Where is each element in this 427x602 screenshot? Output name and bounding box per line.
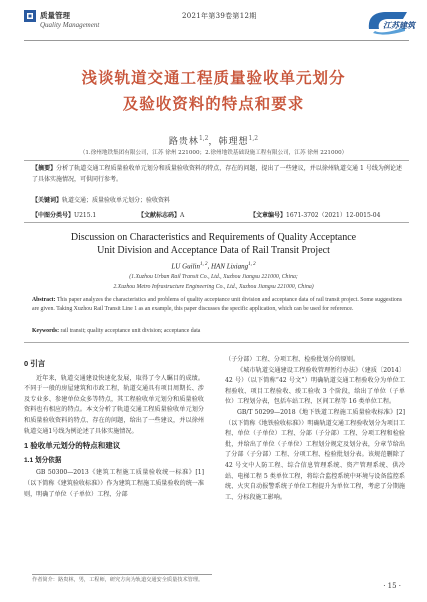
article-number-label: 【文章编号】 xyxy=(250,212,287,219)
en-affiliation-1: (1.Xuzhou Urban Rail Transit Co., Ltd., Xuzhou Jiangsu 221000, China; xyxy=(129,274,298,280)
affiliation: （1.徐州地铁集团有限公司，江苏 徐州 221000；2.徐州地铁基础设施工程有限公司，江苏 徐州 221000） xyxy=(79,150,348,156)
paper-title-line1: 浅谈轨道交通工程质量验收单元划分 xyxy=(81,70,346,87)
divider xyxy=(24,160,409,161)
article-number xyxy=(250,210,380,219)
abstract-cn xyxy=(32,164,402,185)
journal-mark-icon xyxy=(24,10,36,22)
en-title-line1: Discussion on Characteristics and Requirements of Quality Acceptance xyxy=(70,232,357,243)
section-1-1-heading: 1.1 划分依据 xyxy=(24,456,62,464)
abstract-cn-label: 【摘要】 xyxy=(32,165,57,172)
abstract-cn-text: 分析了轨道交通工程质量验收单元划分和质量验收资料的特点，存在的问题，提出了一些建议，并以徐州轨道交通 1 号线为例论述了具体实施情况，可供同行参考。 xyxy=(32,165,402,183)
author-name: 韩理想 xyxy=(218,137,249,147)
section-0-heading: 0 引言 xyxy=(24,359,46,368)
author-affil-sup: 1,2 xyxy=(248,135,259,142)
journal-section-en: Quality Management xyxy=(40,21,100,29)
section-1-heading: 1 验收单元划分的特点和建议 xyxy=(24,441,121,451)
doc-code xyxy=(138,210,184,219)
doc-code-value: A xyxy=(180,212,185,219)
paper-title-line2: 及验收资料的特点和要求 xyxy=(122,96,305,113)
article-number-value: 1671-3702（2021）12-0015-04 xyxy=(286,212,381,219)
keywords-cn-text: 轨道交通；质量验收单元划分；验收资料 xyxy=(62,197,171,204)
page-number: · 15 · xyxy=(383,582,401,590)
right-paragraph: 《城市轨道交通建设工程验收管理暂行办法》（建质〔2014〕42 号）（以下简称“42 号文”）明确轨道交通工程验收分为单位工程验收、项目工程验收、竣工验收 3 个阶段，给出了单位（子单位）工程划分表，包括车站工程、区间工程等 16 类单位工程。 xyxy=(225,366,405,406)
en-authors xyxy=(0,262,427,270)
en-keywords xyxy=(32,327,402,336)
keywords-cn xyxy=(32,196,402,207)
journal-logo xyxy=(365,9,415,35)
en-keywords-label: Keywords: xyxy=(32,328,60,334)
clc-number xyxy=(32,210,96,219)
issue-info: 2021年第39卷第12期 xyxy=(182,12,257,20)
body-right-column xyxy=(225,355,405,503)
clc-label: 【中图分类号】 xyxy=(32,212,75,219)
page-header xyxy=(24,9,415,41)
en-title-line2: Unit Division and Acceptance Data of Rail Transit Project xyxy=(97,245,330,256)
author-footnote: 作者简介：路贵林，男，工程师，研究方向为轨道交通安全质量技术管理。 xyxy=(32,574,212,584)
right-paragraph: （子分部）工程、分项工程、检验批划分的原则。 xyxy=(225,356,360,363)
doc-code-label: 【文献标志码】 xyxy=(138,212,181,219)
author-affil-sup: 1,2 xyxy=(198,135,209,142)
section-0-paragraph: 近年来，轨道交通建设快速化发展，取得了令人瞩目的成绩。不同于一般的房屋建筑和市政工程，轨道交通具有项目周期长、涉及专业多、参建单位众多等特点，其工程验收单元划分和质量验收资料也有相应的特点。本文分析了轨道交通工程质量验收单元划分和质量验收资料的特点、存在的问题，给出了一些建议，并以徐州轨道交通1号线为例论述了具体实施情况。 xyxy=(24,374,204,435)
author-name: 路贵林 xyxy=(168,137,199,147)
author-sep: ， xyxy=(208,137,219,147)
body-left-column xyxy=(24,355,204,500)
en-author-sup: 1, 2 xyxy=(248,262,256,267)
section-1-1-paragraph: GB 50300—2013《建筑工程施工质量验收统一标准》[1]（以下简称《建筑验收标准》）作为建筑工程施工质量验收的统一准则，明确了单位（子单位）工程、分部 xyxy=(24,469,204,498)
keywords-cn-label: 【关键词】 xyxy=(32,197,63,204)
en-author-name: HAN Lixiang xyxy=(210,262,249,271)
journal-section-cn: 质量管理 xyxy=(40,11,70,20)
clc-value: U215.1 xyxy=(74,212,97,219)
author-list xyxy=(0,134,427,147)
journal-logo-text: 江苏建筑 xyxy=(383,21,415,30)
en-author-sup: 1, 2 xyxy=(199,262,208,267)
en-author-name: LU Guilin xyxy=(171,262,200,271)
en-author-sep: , xyxy=(207,262,211,271)
en-abstract-label: Abstract: xyxy=(32,297,56,303)
en-abstract xyxy=(32,296,402,314)
en-abstract-text: This paper analyzes the characteristics and problems of quality acceptance unit division and acceptance data of rail transit project. Some suggestions are given. Taking Xuzhou Rail Transit Line 1 as an example, this paper discusses the specific application, which can be used for reference. xyxy=(32,297,402,313)
divider xyxy=(24,222,409,223)
right-paragraph: GB/T 50299—2018《地下铁道工程施工质量验收标准》[2]（以下简称《地铁验收标准》）明确轨道交通工程验收划分为项目工程、单位（子单位）工程、分部（子分部）工程、分项工程和检验批，并给出了单位（子单位）工程划分规定及划分表，分章节给出了分部（子分部）工程、分项工程、检验批划分表。该规范删除了 42 号文中人防工程、综合信息管理系统、资产管理系统、供冷站、电梯工程 5 类单位工程，将综合监控系统中环境与设备监控系统、火灾自动报警系统子单位工程提升为单位工程，考虑了分期施工、分标段施工影响。 xyxy=(225,408,405,501)
en-affiliation-2: 2.Xuzhou Metro Infrastructure Engineering Co., Ltd., Xuzhou Jiangsu 221000, China) xyxy=(113,284,314,290)
divider xyxy=(24,342,409,343)
en-keywords-text: rail transit; quality acceptance unit division; acceptance data xyxy=(60,328,201,334)
